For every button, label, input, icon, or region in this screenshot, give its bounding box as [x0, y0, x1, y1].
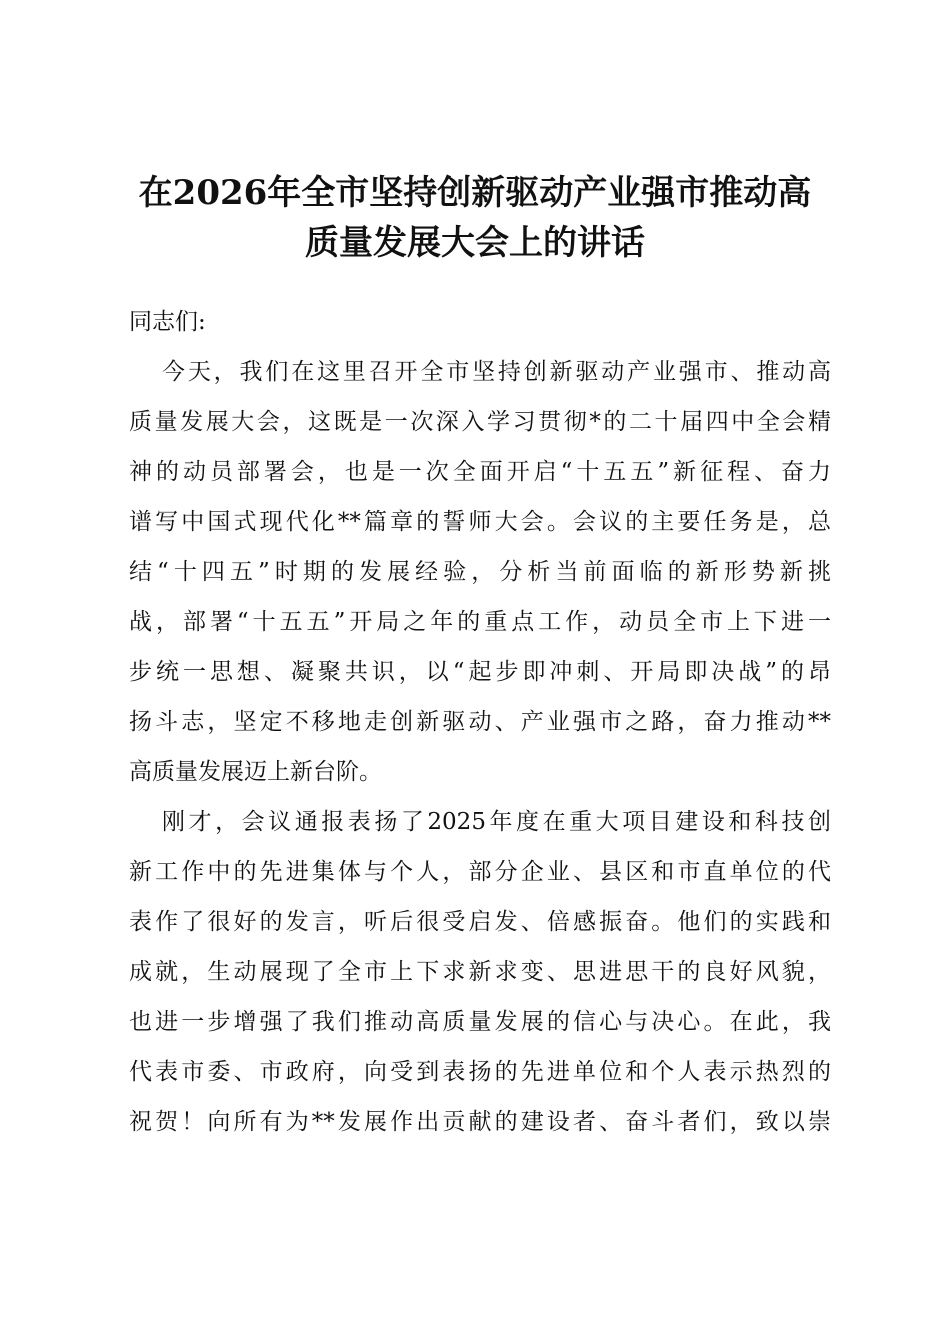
- title-line-2: 质量发展大会上的讲话: [305, 223, 645, 263]
- paragraph-line: 表作了很好的发言，听后很受启发、倍感振奋。他们的实践和: [129, 909, 831, 935]
- title-line-1: 在2026年全市坚持创新驱动产业强市推动高: [138, 173, 812, 213]
- paragraph-line: 结“十四五”时期的发展经验，分析当前面临的新形势新挑: [129, 559, 831, 585]
- document-title: [120, 168, 830, 268]
- paragraph-1: [129, 347, 831, 797]
- paragraph-line: 祝贺！向所有为**发展作出贡献的建设者、奋斗者们，致以崇: [129, 1109, 831, 1135]
- paragraph-line: 扬斗志，坚定不移地走创新驱动、产业强市之路，奋力推动**: [129, 709, 831, 735]
- paragraph-line: 新工作中的先进集体与个人，部分企业、县区和市直单位的代: [129, 859, 831, 885]
- paragraph-line: 高质量发展迈上新台阶。: [129, 759, 382, 785]
- salutation: 同志们:: [129, 309, 206, 335]
- paragraph-2: [129, 797, 831, 1147]
- paragraph-line: 质量发展大会，这既是一次深入学习贯彻*的二十届四中全会精: [129, 409, 831, 435]
- paragraph-line: 谱写中国式现代化**篇章的誓师大会。会议的主要任务是，总: [129, 509, 831, 535]
- document-body: [129, 297, 831, 1147]
- paragraph-line: 战，部署“十五五”开局之年的重点工作，动员全市上下进一: [129, 609, 831, 635]
- paragraph-line: 代表市委、市政府，向受到表扬的先进单位和个人表示热烈的: [129, 1059, 831, 1085]
- paragraph-line: 刚才，会议通报表扬了2025年度在重大项目建设和科技创: [162, 809, 831, 835]
- paragraph-line: 神的动员部署会，也是一次全面开启“十五五”新征程、奋力: [129, 459, 831, 485]
- paragraph-line: 今天，我们在这里召开全市坚持创新驱动产业强市、推动高: [162, 359, 831, 385]
- paragraph-line: 步统一思想、凝聚共识，以“起步即冲刺、开局即决战”的昂: [129, 659, 831, 685]
- paragraph-line: 也进一步增强了我们推动高质量发展的信心与决心。在此，我: [129, 1009, 831, 1035]
- paragraph-line: 成就，生动展现了全市上下求新求变、思进思干的良好风貌，: [129, 959, 831, 985]
